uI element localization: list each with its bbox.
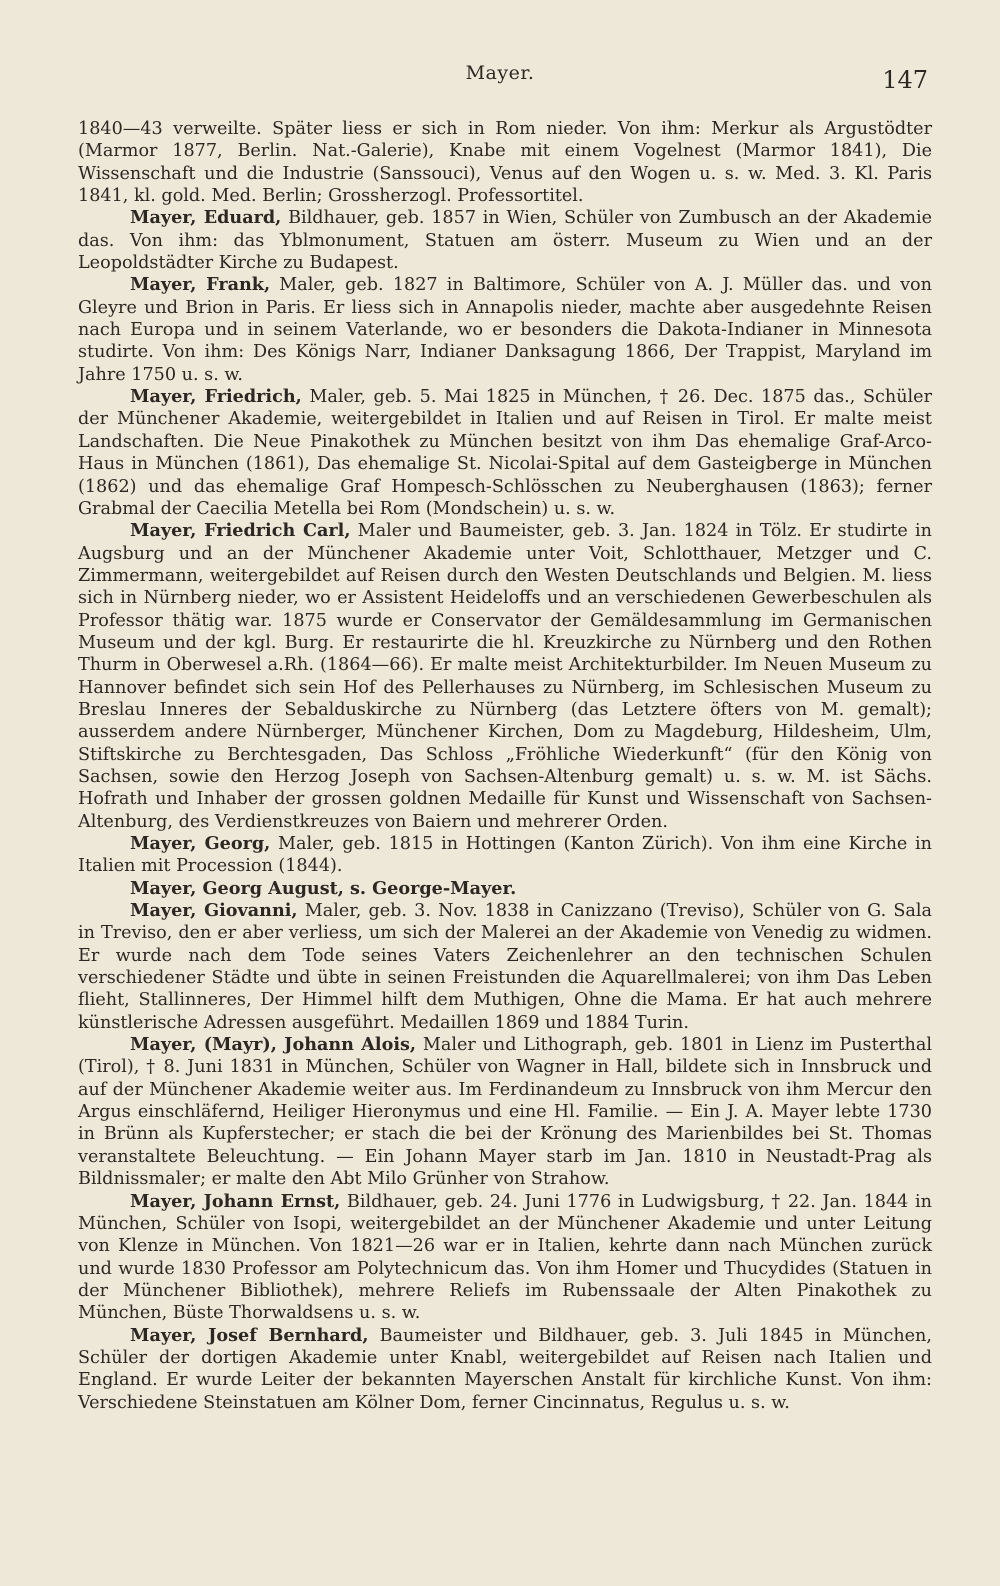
entry-headword: Mayer, Friedrich, bbox=[130, 386, 302, 408]
entry-mayer-johann-alois bbox=[78, 1034, 932, 1190]
entry-headword: Mayer, Giovanni, bbox=[130, 900, 298, 922]
entry-text: Maler und Lithograph, geb. 1801 in Lienz im Pusterthal (Tirol), † 8. Juni 1831 in München, Schüler von Wagner in Hall, bildete sich in Innsbruck und auf der Münchener Akademie weiter aus. Im Ferdinandeum zu Innsbruck von ihm Mercur den Argus einschläfernd, Heiliger Hieronymus und eine Hl. Familie. — Ein J. A. Mayer lebte 1730 in Brünn als Kupferstecher; er stach die bei der Krönung des Marienbildes bei St. Thomas veranstaltete Beleuchtung. — Ein Johann Mayer starb im Jan. 1810 in Neustadt-Prag als Bildnissmaler; er malte den Abt Milo Grünher von Strahow. bbox=[78, 1035, 932, 1190]
entry-headword: Mayer, Johann Ernst, bbox=[130, 1190, 341, 1212]
entry-text: Bildhauer, geb. 1857 in Wien, Schüler von Zumbusch an der Akademie das. Von ihm: das Yblmonument, Statuen am österr. Museum zu Wien und an der Leopoldstädter Kirche zu Budapest. bbox=[78, 208, 932, 274]
entry-headword: Mayer, Eduard, bbox=[130, 207, 282, 229]
entry-mayer-johann-ernst bbox=[78, 1191, 932, 1325]
entry-text: 1840—43 verweilte. Später liess er sich in Rom nieder. Von ihm: Merkur als Argustödter (Marmor 1877, Berlin. Nat.-Galerie), Knabe mit einem Vogelnest (Marmor 1841), Die Wissenschaft und die Industrie (Sanssouci), Venus auf den Wogen u. s. w. Med. 3. Kl. Paris 1841, kl. gold. Med. Berlin; Grossherzogl. Professortitel. bbox=[78, 119, 932, 207]
entry-text: Maler, geb. 5. Mai 1825 in München, † 26. Dec. 1875 das., Schüler der Münchener Akademie, weitergebildet in Italien und auf Reisen in Tirol. Er malte meist Landschaften. Die Neue Pinakothek zu München besitzt von ihm Das ehemalige Graf-Arco-Haus in München (1861), Das ehemalige St. Nicolai-Spital auf dem Gasteigberge in München (1862) und das ehemalige Graf Hompesch-Schlösschen zu Neuberghausen (1863); ferner Grabmal der Caecilia Metella bei Rom (Mondschein) u. s. w. bbox=[78, 387, 932, 519]
entry-headword: Mayer, Friedrich Carl, bbox=[130, 520, 351, 542]
entry-text: Bildhauer, geb. 24. Juni 1776 in Ludwigsburg, † 22. Jan. 1844 in München, Schüler von Isopi, weitergebildet an der Münchener Akademie und unter Leitung von Klenze in München. Von 1821—26 war er in Italien, kehrte dann nach München zurück und wurde 1830 Professor am Polytechnicum das. Von ihm Homer und Thucydides (Statuen in der Münchener Bibliothek), mehrere Reliefs im Rubenssaale der Alten Pinakothek zu München, Büste Thorwaldsens u. s. w. bbox=[78, 1191, 932, 1324]
entry-headword: Mayer, Georg, bbox=[130, 833, 271, 854]
entry-mayer-eduard bbox=[78, 207, 932, 274]
entry-mayer-friedrich bbox=[78, 386, 932, 520]
entry-mayer-georg bbox=[78, 833, 932, 878]
entry-text: Baumeister und Bildhauer, geb. 3. Juli 1845 in München, Schüler der dortigen Akademie unter Knabl, weitergebildet auf Reisen nach Italien und England. Er wurde Leiter der bekannten Mayerschen Anstalt für kirchliche Kunst. Von ihm: Verschiedene Steinstatuen am Kölner Dom, ferner Cincinnatus, Regulus u. s. w. bbox=[78, 1325, 932, 1413]
entry-continuation bbox=[78, 118, 932, 207]
page-body bbox=[78, 118, 932, 1414]
entry-headword: Mayer, Frank, bbox=[130, 274, 271, 296]
entry-text: Maler, geb. 1827 in Baltimore, Schüler von A. J. Müller das. und von Gleyre und Brion in Paris. Er liess sich in Annapolis nieder, machte aber ausgedehnte Reisen nach Europa und in seinem Vaterlande, wo er besonders die Dakota-Indianer in Minnesota studirte. Von ihm: Des Königs Narr, Indianer Danksagung 1866, Der Trappist, Maryland im Jahre 1750 u. s. w. bbox=[78, 275, 932, 385]
entry-headword: Mayer, Georg August, s. George-Mayer. bbox=[130, 877, 517, 899]
page-number: 147 bbox=[882, 66, 928, 94]
entry-mayer-georg-august bbox=[78, 878, 932, 900]
entry-headword: Mayer, (Mayr), Johann Alois, bbox=[130, 1034, 417, 1056]
entry-mayer-frank bbox=[78, 274, 932, 386]
entry-mayer-giovanni bbox=[78, 900, 932, 1034]
entry-text: Maler und Baumeister, geb. 3. Jan. 1824 in Tölz. Er studirte in Augsburg und an der Münchener Akademie unter Voit, Schlotthauer, Metzger und C. Zimmermann, weitergebildet auf Reisen durch den Westen Deutschlands und Belgien. M. liess sich in Nürnberg nieder, wo er Assistent Heideloffs und an verschiedenen Gewerbeschulen als Professor thätig war. 1875 wurde er Conservator der Gemäldesammlung im Germanischen Museum und der kgl. Burg. Er restaurirte die hl. Kreuzkirche zu Nürnberg und den Rothen Thurm in Oberwesel a.Rh. (1864—66). Er malte meist Architekturbilder. Im Neuen Museum zu Hannover befindet sich sein Hof des Pellerhauses zu Nürnberg, im Schlesischen Museum zu Breslau Inneres der Sebalduskirche zu Nürnberg (das Letztere öfters von M. gemalt); ausserdem andere Nürnberger, Münchener Kirchen, Dom zu Magdeburg, Hildesheim, Ulm, Stiftskirche zu Berchtesgaden, Das Schloss „Fröhliche Wiederkunft“ (für den König von Sachsen, sowie den Herzog Joseph von Sachsen-Altenburg gemalt) u. s. w. M. ist Sächs. Hofrath und Inhaber der grossen goldnen Medaille für Kunst und Wissenschaft von Sachsen-Altenburg, des Verdienstkreuzes von Baiern und mehrerer Orden. bbox=[78, 521, 932, 832]
running-title: Mayer. bbox=[465, 62, 535, 84]
entry-text: Maler, geb. 3. Nov. 1838 in Canizzano (Treviso), Schüler von G. Sala in Treviso, den er aber verliess, um sich der Malerei an der Akademie von Venedig zu widmen. Er wurde nach dem Tode seines Vaters Zeichenlehrer an den technischen Schulen verschiedener Städte und übte in seinen Freistunden die Aquarellmalerei; von ihm Das Leben flieht, Stallinneres, Der Himmel hilft dem Muthigen, Ohne die Mama. Er hat auch mehrere künstlerische Adressen ausgeführt. Medaillen 1869 und 1884 Turin. bbox=[78, 901, 932, 1033]
entry-text: Maler, geb. 1815 in Hottingen (Kanton Zürich). Von ihm eine Kirche in Italien mit Procession (1844). bbox=[78, 834, 932, 877]
entry-headword: Mayer, Josef Bernhard, bbox=[130, 1324, 369, 1346]
entry-mayer-josef-bernhard bbox=[78, 1325, 932, 1414]
entry-mayer-friedrich-carl bbox=[78, 520, 932, 833]
